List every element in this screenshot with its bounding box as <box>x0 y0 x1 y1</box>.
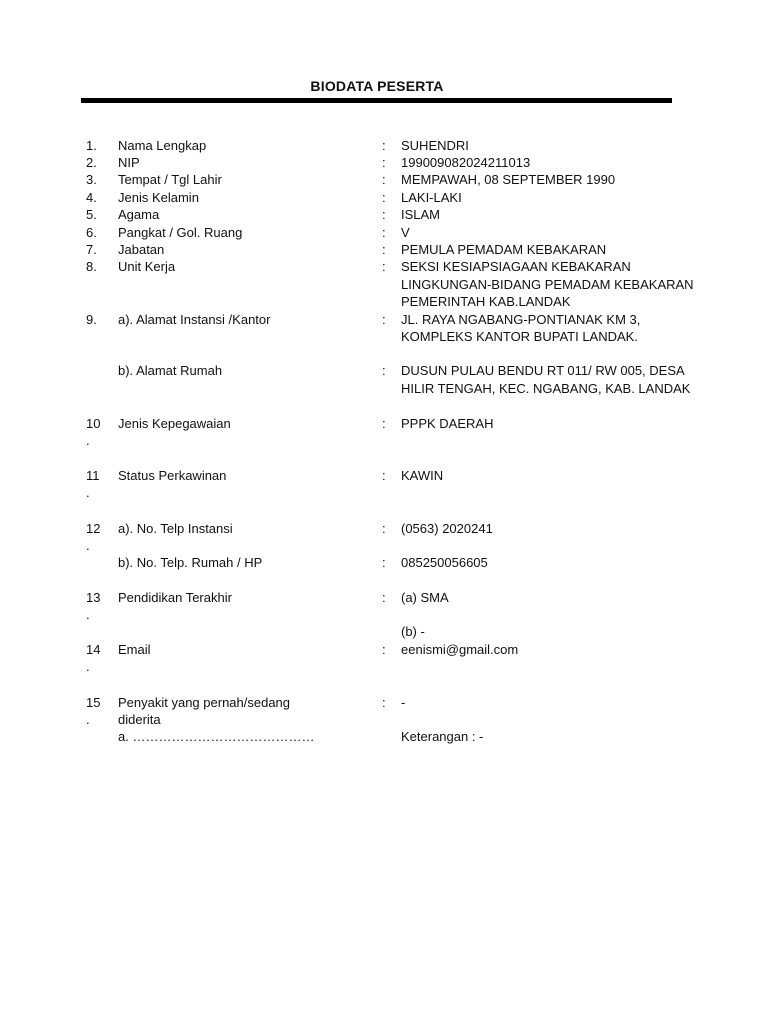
field-label-telp-instansi: a). No. Telp Instansi <box>118 521 233 536</box>
colon-separator: : <box>382 416 386 431</box>
field-label-agama: Agama <box>118 207 160 222</box>
colon-separator: : <box>382 138 386 153</box>
row-number: 4. <box>86 190 97 205</box>
colon-separator: : <box>382 242 386 257</box>
document-title: BIODATA PESERTA <box>310 78 444 94</box>
row-number-dot: . <box>86 538 90 553</box>
field-value-pendidikan-b: (b) - <box>401 624 425 639</box>
row-number-dot: . <box>86 433 90 448</box>
field-label-email: Email <box>118 642 151 657</box>
field-value-alamat-instansi-line: JL. RAYA NGABANG-PONTIANAK KM 3, <box>401 312 641 327</box>
field-label-alamat-rumah: b). Alamat Rumah <box>118 363 223 378</box>
field-value-status-perkawinan: KAWIN <box>401 468 444 483</box>
colon-separator: : <box>382 590 386 605</box>
field-label-alamat-instansi: a). Alamat Instansi /Kantor <box>118 312 271 327</box>
row-number: 11 <box>86 468 100 483</box>
colon-separator: : <box>382 259 386 274</box>
row-number: 9. <box>86 312 97 327</box>
row-number: 13 <box>86 590 101 605</box>
field-label-jenis-kepegawaian: Jenis Kepegawaian <box>118 416 231 431</box>
colon-separator: : <box>382 172 386 187</box>
colon-separator: : <box>382 312 386 327</box>
field-label-nama-lengkap: Nama Lengkap <box>118 138 207 153</box>
row-number: 10 <box>86 416 101 431</box>
field-value-unit-kerja-line: SEKSI KESIAPSIAGAAN KEBAKARAN <box>401 259 631 274</box>
row-number: 14 <box>86 642 101 657</box>
row-number: 15 <box>86 695 101 710</box>
field-value-unit-kerja-line: PEMERINTAH KAB.LANDAK <box>401 294 571 309</box>
row-number: 5. <box>86 207 97 222</box>
field-label-unit-kerja: Unit Kerja <box>118 259 176 274</box>
field-value-jenis-kepegawaian: PPPK DAERAH <box>401 416 494 431</box>
colon-separator: : <box>382 207 386 222</box>
colon-separator: : <box>382 555 386 570</box>
field-value-unit-kerja-line: LINGKUNGAN-BIDANG PEMADAM KEBAKARAN <box>401 277 694 292</box>
field-label-nip: NIP <box>118 155 140 170</box>
row-number-dot: . <box>86 659 90 674</box>
field-value-alamat-rumah-line: HILIR TENGAH, KEC. NGABANG, KAB. LANDAK <box>401 381 691 396</box>
field-value-agama: ISLAM <box>401 207 441 222</box>
colon-separator: : <box>382 225 386 240</box>
field-value-jenis-kelamin: LAKI-LAKI <box>401 190 462 205</box>
field-value-pendidikan-a: (a) SMA <box>401 590 449 605</box>
field-label-jenis-kelamin: Jenis Kelamin <box>118 190 199 205</box>
field-label-penyakit-line: Penyakit yang pernah/sedang <box>118 695 291 710</box>
field-label-pendidikan-terakhir: Pendidikan Terakhir <box>118 590 232 605</box>
field-label-tempat-tgl-lahir: Tempat / Tgl Lahir <box>118 172 222 187</box>
title-underline <box>81 98 672 103</box>
row-number: 6. <box>86 225 97 240</box>
field-value-jabatan: PEMULA PEMADAM KEBAKARAN <box>401 242 607 257</box>
colon-separator: : <box>382 190 386 205</box>
field-value-tempat-tgl-lahir: MEMPAWAH, 08 SEPTEMBER 1990 <box>401 172 616 187</box>
field-label-penyakit-line: diderita <box>118 712 161 727</box>
row-number: 8. <box>86 259 97 274</box>
field-label-pangkat-gol-ruang: Pangkat / Gol. Ruang <box>118 225 243 240</box>
row-number-dot: . <box>86 712 90 727</box>
colon-separator: : <box>382 468 386 483</box>
row-number: 3. <box>86 172 97 187</box>
colon-separator: : <box>382 695 386 710</box>
row-number-dot: . <box>86 607 90 622</box>
field-value-telp-instansi: (0563) 2020241 <box>401 521 493 536</box>
field-value-telp-rumah-hp: 085250056605 <box>401 555 488 570</box>
field-value-pangkat-gol-ruang: V <box>401 225 410 240</box>
colon-separator: : <box>382 642 386 657</box>
field-value-alamat-rumah-line: DUSUN PULAU BENDU RT 011/ RW 005, DESA <box>401 363 685 378</box>
colon-separator: : <box>382 521 386 536</box>
field-label-jabatan: Jabatan <box>118 242 165 257</box>
field-label-telp-rumah-hp: b). No. Telp. Rumah / HP <box>118 555 263 570</box>
row-number: 2. <box>86 155 97 170</box>
row-number: 12 <box>86 521 101 536</box>
field-value-keterangan: Keterangan : - <box>401 729 484 744</box>
field-label-status-perkawinan: Status Perkawinan <box>118 468 227 483</box>
row-number: 1. <box>86 138 97 153</box>
field-value-nip: 199009082024211013 <box>401 155 531 170</box>
field-value-email: eenismi@gmail.com <box>401 642 519 657</box>
field-value-nama-lengkap: SUHENDRI <box>401 138 469 153</box>
field-label-penyakit-item-a: a. …………………………………… <box>118 729 315 744</box>
row-number-dot: . <box>86 485 90 500</box>
colon-separator: : <box>382 155 386 170</box>
field-value-alamat-instansi-line: KOMPLEKS KANTOR BUPATI LANDAK. <box>401 329 638 344</box>
colon-separator: : <box>382 363 386 378</box>
row-number: 7. <box>86 242 97 257</box>
field-value-penyakit: - <box>401 695 406 710</box>
